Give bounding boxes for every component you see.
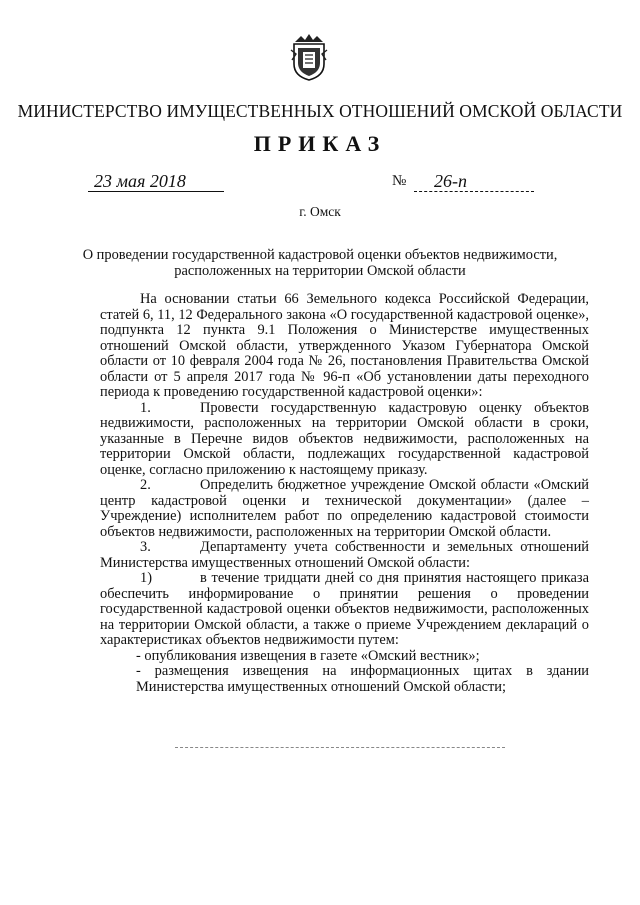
- order-number: 26-п: [414, 171, 534, 192]
- order-date: 23 мая 2018: [88, 171, 224, 192]
- city-line: г. Омск: [299, 204, 341, 219]
- item-1-text: Провести государственную кадастровую оценку объектов недвижимости, расположенных на территории Омской области в сроки, указанные в Перечне видов объектов недвижимости, расположенных на территории Омской области, подлежащих государственной кадастровой оценке, согласно приложению к настоящему приказу.: [100, 399, 589, 478]
- item-2-paragraph: [100, 478, 589, 540]
- dash-item-1: - опубликования извещения в газете «Омский вестник»;: [136, 647, 480, 664]
- order-subject: [70, 248, 570, 279]
- item-1-paragraph: [100, 401, 589, 479]
- item-3-1-text: в течение тридцати дней со дня принятия настоящего приказа обеспечить информирование о принятии решения о проведении государственной кадастровой оценки объектов недвижимости, расположенных на территории Омской области, а также о приеме Учреждением деклараций о характеристиках объектов недвижимости путем:: [100, 570, 589, 648]
- coat-of-arms-emblem: [289, 32, 329, 82]
- item-2-number: 2.: [140, 477, 151, 493]
- scan-artifact-divider: [175, 747, 505, 748]
- subject-line-2: расположенных на территории Омской области: [174, 262, 466, 279]
- item-1-number: 1.: [140, 399, 151, 416]
- item-3-1-paragraph: [100, 571, 589, 649]
- ministry-name: МИНИСТЕРСТВО ИМУЩЕСТВЕННЫХ ОТНОШЕНИЙ ОМСКОЙ ОБЛАСТИ: [17, 101, 623, 121]
- number-label: №: [392, 173, 407, 189]
- item-3-text: Департаменту учета собственности и земельных отношений Министерства имущественных отношений Омской области:: [100, 539, 589, 571]
- item-3-paragraph: [100, 540, 589, 571]
- order-body: [100, 292, 589, 695]
- item-3-1-number: 1): [140, 570, 152, 586]
- item-2-text: Определить бюджетное учреждение Омской области «Омский центр кадастровой оценки и технической документации» (далее – Учреждение) исполнителем работ по определению кадастровой стоимости объектов недвижимости, расположенных на территории Омской области.: [100, 477, 589, 540]
- subject-line-1: О проведении государственной кадастровой оценки объектов недвижимости,: [82, 247, 558, 263]
- item-3-number: 3.: [140, 539, 151, 555]
- document-type-heading: ПРИКАЗ: [253, 131, 387, 156]
- preamble-paragraph: На основании статьи 66 Земельного кодекса Российской Федерации, статей 6, 11, 12 Федерального закона «О государственной кадастровой оценке», подпункта 12 пункта 9.1 Положения о Министерстве имущественных отношений Омской области, утвержденного Указом Губернатора Омской области от 10 февраля 2004 года № 26, постановления Правительства Омской области от 5 апреля 2017 года № 96-п «Об установлении даты переходного периода к проведению государственной кадастровой оценки»:: [100, 291, 589, 400]
- dash-item-2: - размещения извещения на информационных щитах в здании Министерства имущественных отношений Омской области;: [136, 663, 589, 695]
